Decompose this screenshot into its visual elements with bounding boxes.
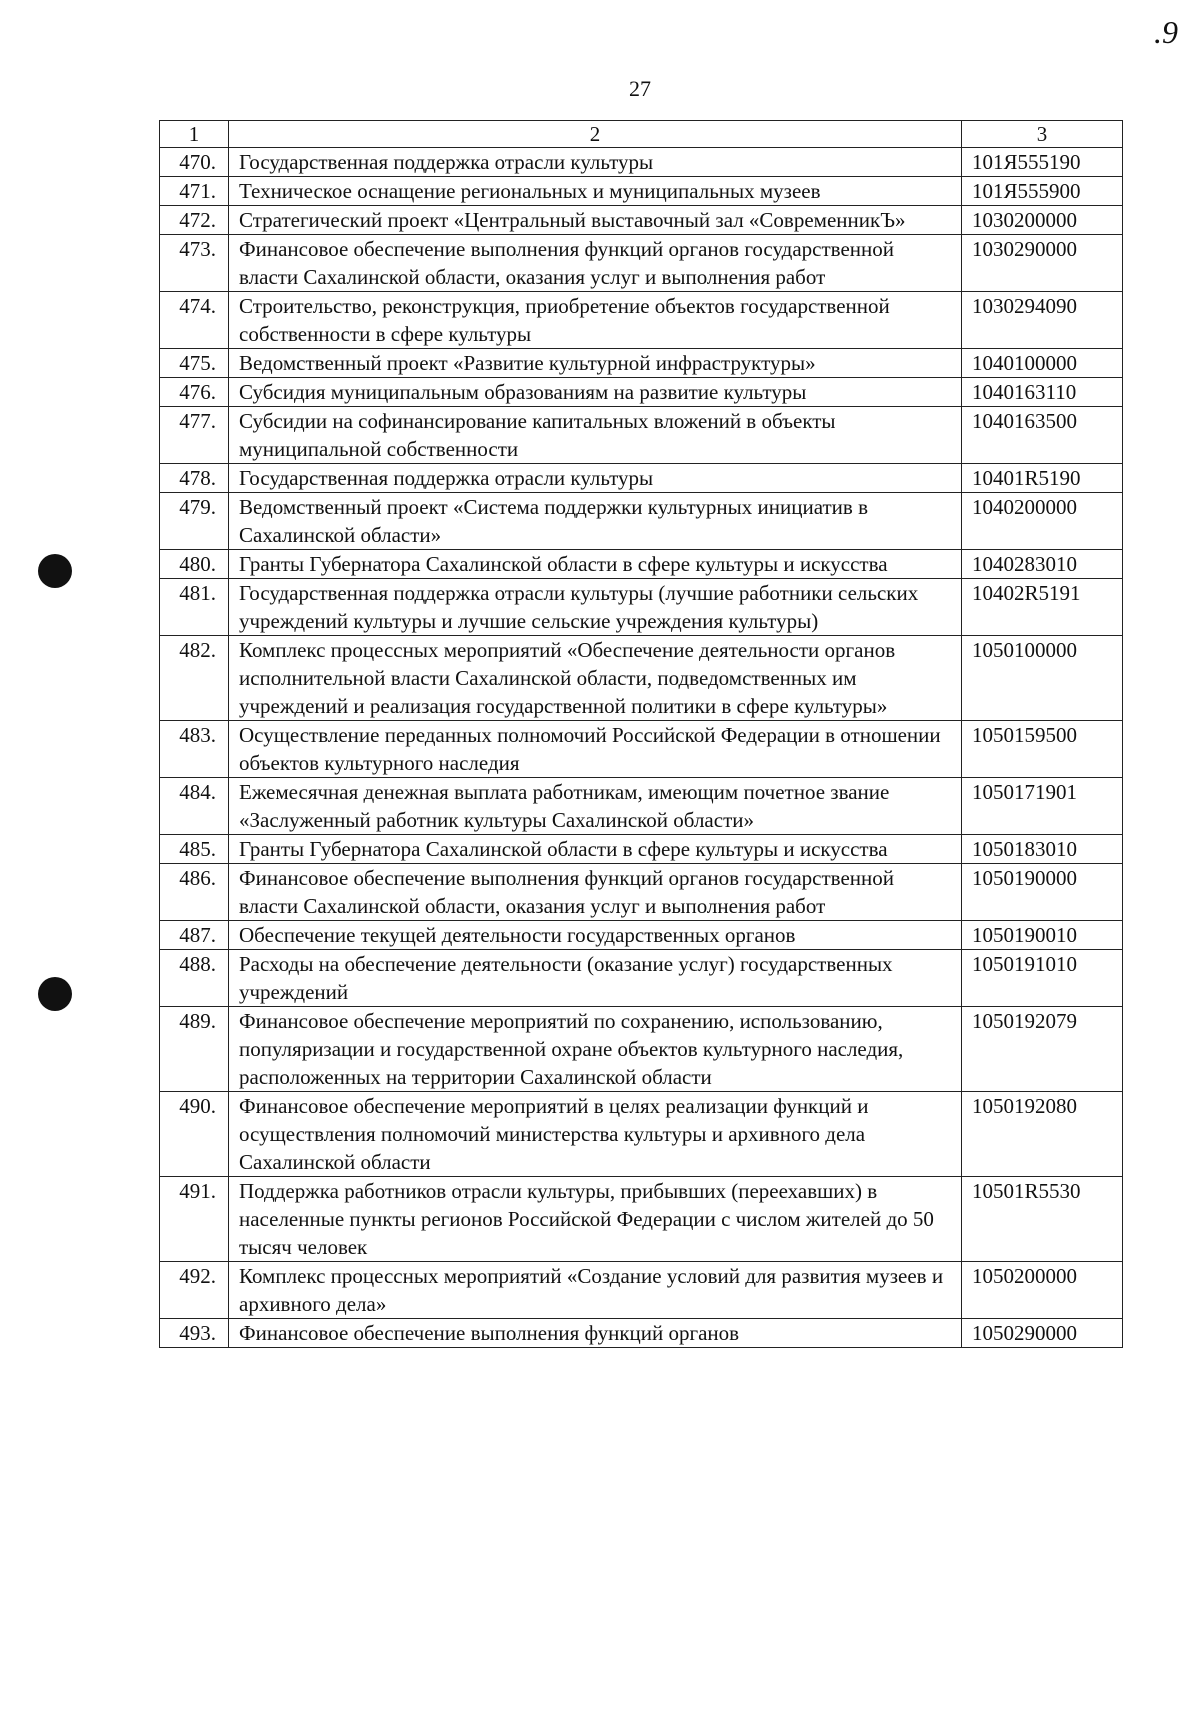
row-name-cell: Финансовое обеспечение мероприятий по сохранению, использованию, популяризации и государственной охране объектов культурного наследия, расположенных на территории Сахалинской области xyxy=(229,1007,962,1092)
row-number-cell: 470. xyxy=(160,148,229,177)
row-number-cell: 482. xyxy=(160,636,229,721)
row-number-cell: 487. xyxy=(160,921,229,950)
row-code-cell: 10401R5190 xyxy=(962,464,1123,493)
row-name-cell: Государственная поддержка отрасли культуры xyxy=(229,464,962,493)
row-name-cell: Комплекс процессных мероприятий «Создание условий для развития музеев и архивного дела» xyxy=(229,1262,962,1319)
table-row xyxy=(160,148,1123,177)
row-code-cell: 101Я555900 xyxy=(962,177,1123,206)
row-code-cell: 1050290000 xyxy=(962,1319,1123,1348)
table-row xyxy=(160,292,1123,349)
row-number-cell: 474. xyxy=(160,292,229,349)
table-row xyxy=(160,778,1123,835)
row-number-cell: 479. xyxy=(160,493,229,550)
row-name-cell: Стратегический проект «Центральный выставочный зал «СовременникЪ» xyxy=(229,206,962,235)
row-number-cell: 473. xyxy=(160,235,229,292)
row-code-cell: 1040283010 xyxy=(962,550,1123,579)
row-code-cell: 1040163110 xyxy=(962,378,1123,407)
table-row xyxy=(160,464,1123,493)
table-row xyxy=(160,579,1123,636)
row-name-cell: Финансовое обеспечение мероприятий в целях реализации функций и осуществления полномочий министерства культуры и архивного дела Сахалинской области xyxy=(229,1092,962,1177)
table-header-row xyxy=(160,121,1123,148)
row-code-cell: 1050100000 xyxy=(962,636,1123,721)
row-name-cell: Гранты Губернатора Сахалинской области в сфере культуры и искусства xyxy=(229,835,962,864)
table-row xyxy=(160,921,1123,950)
table-row xyxy=(160,349,1123,378)
row-number-cell: 490. xyxy=(160,1092,229,1177)
row-code-cell: 1050192079 xyxy=(962,1007,1123,1092)
row-name-cell: Субсидии на софинансирование капитальных вложений в объекты муниципальной собственности xyxy=(229,407,962,464)
row-number-cell: 483. xyxy=(160,721,229,778)
row-number-cell: 489. xyxy=(160,1007,229,1092)
row-code-cell: 1050192080 xyxy=(962,1092,1123,1177)
corner-handwritten-mark: .9 xyxy=(1154,14,1178,50)
table-row xyxy=(160,721,1123,778)
table-row xyxy=(160,378,1123,407)
table-row xyxy=(160,636,1123,721)
row-code-cell: 1030294090 xyxy=(962,292,1123,349)
table-row xyxy=(160,407,1123,464)
punch-hole-mark xyxy=(38,977,72,1011)
row-name-cell: Государственная поддержка отрасли культуры xyxy=(229,148,962,177)
punch-hole-mark xyxy=(38,554,72,588)
row-code-cell: 10402R5191 xyxy=(962,579,1123,636)
row-number-cell: 471. xyxy=(160,177,229,206)
row-number-cell: 472. xyxy=(160,206,229,235)
table-row xyxy=(160,177,1123,206)
row-name-cell: Комплекс процессных мероприятий «Обеспечение деятельности органов исполнительной власти Сахалинской области, подведомственных им учреждений и реализация государственной политики в сфере культуры» xyxy=(229,636,962,721)
row-number-cell: 477. xyxy=(160,407,229,464)
row-code-cell: 1050191010 xyxy=(962,950,1123,1007)
row-name-cell: Финансовое обеспечение выполнения функций органов государственной власти Сахалинской области, оказания услуг и выполнения работ xyxy=(229,235,962,292)
row-name-cell: Поддержка работников отрасли культуры, прибывших (переехавших) в населенные пункты регионов Российской Федерации с числом жителей до 50 тысяч человек xyxy=(229,1177,962,1262)
table-row xyxy=(160,550,1123,579)
table-row xyxy=(160,1319,1123,1348)
row-code-cell: 1030200000 xyxy=(962,206,1123,235)
row-name-cell: Строительство, реконструкция, приобретение объектов государственной собственности в сфере культуры xyxy=(229,292,962,349)
row-name-cell: Расходы на обеспечение деятельности (оказание услуг) государственных учреждений xyxy=(229,950,962,1007)
row-number-cell: 478. xyxy=(160,464,229,493)
row-number-cell: 492. xyxy=(160,1262,229,1319)
budget-code-table xyxy=(159,120,1123,1348)
row-number-cell: 493. xyxy=(160,1319,229,1348)
table-row xyxy=(160,206,1123,235)
row-code-cell: 1050183010 xyxy=(962,835,1123,864)
row-name-cell: Ведомственный проект «Развитие культурной инфраструктуры» xyxy=(229,349,962,378)
row-code-cell: 1040163500 xyxy=(962,407,1123,464)
column-header-3: 3 xyxy=(962,121,1123,148)
row-number-cell: 488. xyxy=(160,950,229,1007)
column-header-1: 1 xyxy=(160,121,229,148)
row-code-cell: 1050190000 xyxy=(962,864,1123,921)
row-code-cell: 1050200000 xyxy=(962,1262,1123,1319)
table-row xyxy=(160,493,1123,550)
table-row xyxy=(160,864,1123,921)
row-code-cell: 1050171901 xyxy=(962,778,1123,835)
row-number-cell: 481. xyxy=(160,579,229,636)
row-number-cell: 491. xyxy=(160,1177,229,1262)
row-name-cell: Ежемесячная денежная выплата работникам, имеющим почетное звание «Заслуженный работник культуры Сахалинской области» xyxy=(229,778,962,835)
row-number-cell: 480. xyxy=(160,550,229,579)
table-row xyxy=(160,1092,1123,1177)
table-row xyxy=(160,1177,1123,1262)
row-name-cell: Обеспечение текущей деятельности государственных органов xyxy=(229,921,962,950)
row-code-cell: 1030290000 xyxy=(962,235,1123,292)
row-code-cell: 1050190010 xyxy=(962,921,1123,950)
table-row xyxy=(160,835,1123,864)
row-name-cell: Гранты Губернатора Сахалинской области в сфере культуры и искусства xyxy=(229,550,962,579)
row-number-cell: 485. xyxy=(160,835,229,864)
table-row xyxy=(160,235,1123,292)
row-number-cell: 484. xyxy=(160,778,229,835)
row-name-cell: Техническое оснащение региональных и муниципальных музеев xyxy=(229,177,962,206)
row-number-cell: 476. xyxy=(160,378,229,407)
table-row xyxy=(160,1262,1123,1319)
row-name-cell: Государственная поддержка отрасли культуры (лучшие работники сельских учреждений культуры и лучшие сельские учреждения культуры) xyxy=(229,579,962,636)
row-name-cell: Осуществление переданных полномочий Российской Федерации в отношении объектов культурного наследия xyxy=(229,721,962,778)
row-name-cell: Субсидия муниципальным образованиям на развитие культуры xyxy=(229,378,962,407)
row-code-cell: 10501R5530 xyxy=(962,1177,1123,1262)
row-code-cell: 1050159500 xyxy=(962,721,1123,778)
page-number: 27 xyxy=(629,76,651,101)
row-code-cell: 1040200000 xyxy=(962,493,1123,550)
table-row xyxy=(160,950,1123,1007)
row-name-cell: Финансовое обеспечение выполнения функций органов государственной власти Сахалинской области, оказания услуг и выполнения работ xyxy=(229,864,962,921)
table-row xyxy=(160,1007,1123,1092)
row-name-cell: Ведомственный проект «Система поддержки культурных инициатив в Сахалинской области» xyxy=(229,493,962,550)
row-code-cell: 101Я555190 xyxy=(962,148,1123,177)
column-header-2: 2 xyxy=(229,121,962,148)
row-name-cell: Финансовое обеспечение выполнения функций органов xyxy=(229,1319,962,1348)
row-code-cell: 1040100000 xyxy=(962,349,1123,378)
row-number-cell: 486. xyxy=(160,864,229,921)
row-number-cell: 475. xyxy=(160,349,229,378)
